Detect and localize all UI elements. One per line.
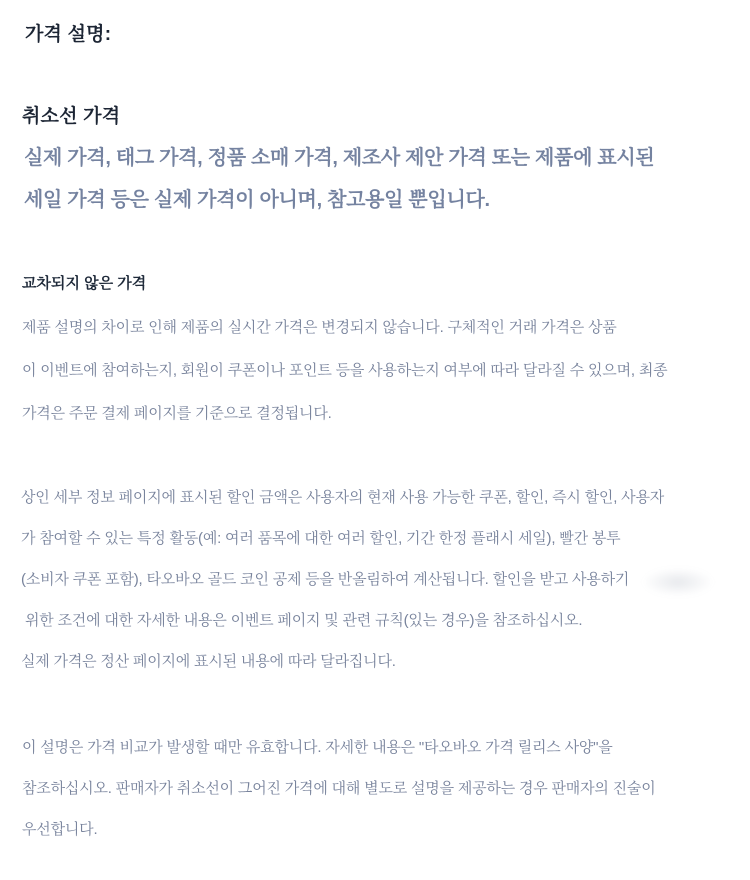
- paragraph-line: 가격은 주문 결제 페이지를 기준으로 결정됩니다.: [22, 405, 332, 422]
- paragraph-line: 참조하십시오. 판매자가 취소선이 그어진 가격에 대해 별도로 설명을 제공하는 경우 판매자의 진술이: [22, 780, 656, 797]
- discount-amount-paragraph: [21, 477, 664, 682]
- paragraph-line: 가 참여할 수 있는 특정 활동(예: 여러 품목에 대한 여러 할인, 기간 한정 플래시 세일), 빨간 봉투: [21, 530, 621, 547]
- paragraph-line: 이 설명은 가격 비교가 발생할 때만 유효합니다. 자세한 내용은 "타오바오 가격 릴리스 사양"을: [22, 739, 613, 756]
- paragraph-line: (소비자 쿠폰 포함), 타오바오 골드 코인 공제 등을 반올림하여 계산됩니다. 할인을 받고 사용하기: [21, 571, 630, 588]
- paragraph-line: 실제 가격, 태그 가격, 정품 소매 가격, 제조사 제안 가격 또는 제품에 표시된: [24, 147, 655, 169]
- paragraph-line: 세일 가격 등은 실제 가격이 아니며, 참고용일 뿐입니다.: [24, 189, 490, 211]
- section-heading-non-crossed-price: 교차되지 않은 가격: [22, 275, 147, 292]
- section-heading-strikethrough-price: 취소선 가격: [22, 106, 121, 127]
- paragraph-line: 상인 세부 정보 페이지에 표시된 할인 금액은 사용자의 현재 사용 가능한 쿠폰, 할인, 즉시 할인, 사용자: [21, 489, 665, 506]
- strikethrough-price-description: [24, 137, 654, 221]
- paragraph-line: 실제 가격은 정산 페이지에 표시된 내용에 따라 달라집니다.: [21, 653, 396, 670]
- paragraph-line: 위한 조건에 대한 자세한 내용은 이벤트 페이지 및 관련 규칙(있는 경우)을 참조하십시오.: [21, 612, 583, 629]
- page-title: 가격 설명:: [25, 24, 112, 45]
- validity-note-paragraph: [22, 727, 656, 850]
- paragraph-line: 이 이벤트에 참여하는지, 회원이 쿠폰이나 포인트 등을 사용하는지 여부에 따라 달라질 수 있으며, 최종: [22, 362, 668, 379]
- paragraph-line: 우선합니다.: [22, 821, 98, 838]
- paragraph-line: 제품 설명의 차이로 인해 제품의 실시간 가격은 변경되지 않습니다. 구체적인 거래 가격은 상품: [22, 319, 617, 336]
- realtime-price-paragraph: [22, 306, 667, 435]
